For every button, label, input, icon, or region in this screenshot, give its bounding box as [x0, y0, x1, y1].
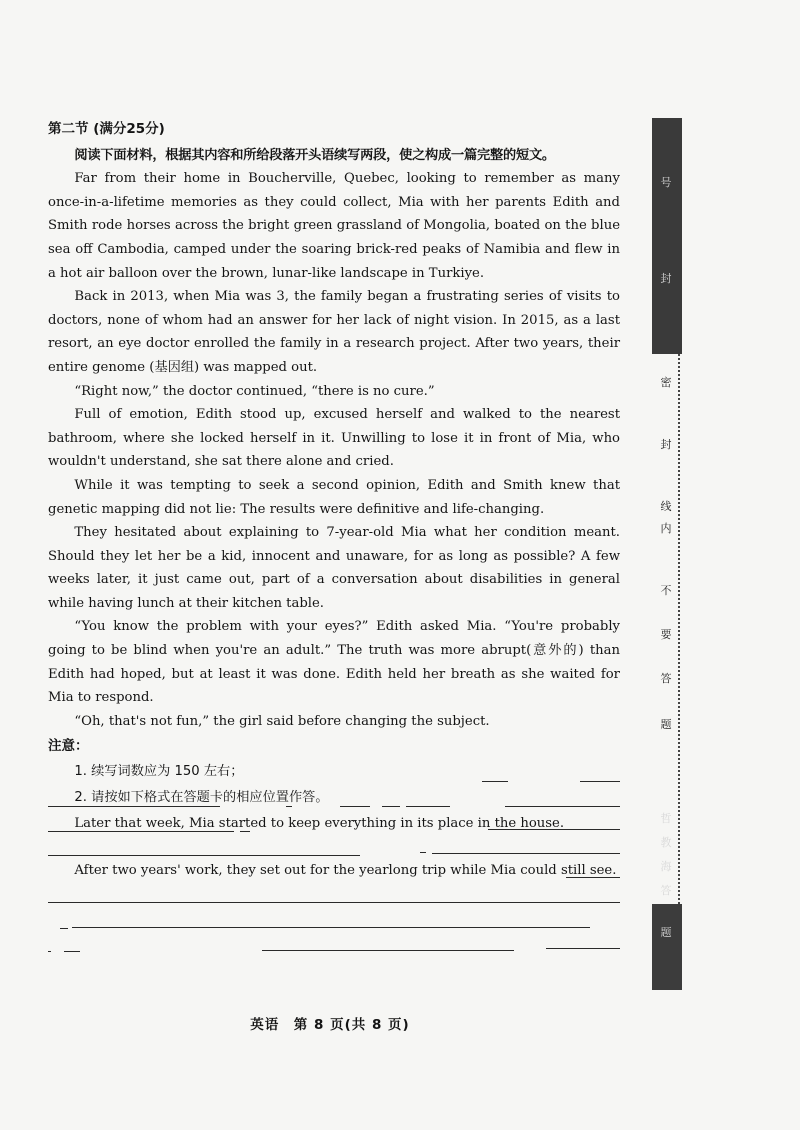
answer-line: [48, 902, 620, 903]
strip-seal-char: 要: [660, 628, 672, 641]
strip-seal-char: 内: [660, 522, 672, 535]
story-paragraph-2: Back in 2013, when Mia was 3, the family began a frustrating series of visits to doctors, none of whom had an answer for her lack of night vision. In 2015, as a last resort, an eye doctor enrolled the family in a research project. After two years, their entire genome (基因组) was mapped out.: [48, 289, 620, 375]
strip-seal-char: 不: [660, 584, 672, 597]
strip-top-char: 号: [660, 176, 672, 189]
note-item-2: 2. 请按如下格式在答题卡的相应位置作答。: [74, 790, 329, 806]
prompt-1-text: Later that week, Mia started to keep everything in its place in the house.: [74, 816, 565, 832]
note-item-1: 1. 续写词数应为 150 左右；: [74, 764, 244, 780]
story-paragraph-4: Full of emotion, Edith stood up, excused herself and walked to the nearest bathroom, where she locked herself in it. Unwilling to lose it in front of Mia, who wouldn't understand, she sat there alone and cried.: [48, 407, 620, 470]
strip-top-char: 封: [660, 272, 672, 285]
answer-line: [482, 781, 508, 782]
strip-bottom-char: 答: [660, 884, 672, 897]
answer-line: [382, 806, 400, 807]
strip-dark-top: [652, 118, 682, 354]
exam-content: [48, 118, 620, 837]
prompt-2-text: After two years' work, they set out for the yearlong trip while Mia could still see.: [74, 863, 617, 878]
strip-bottom-char: 教: [660, 836, 672, 849]
answer-line: [488, 829, 620, 830]
page-footer: 英语 第 8 页(共 8 页): [250, 1017, 410, 1033]
answer-line: [420, 852, 426, 853]
answer-line: [432, 853, 620, 854]
answer-line: [546, 948, 620, 949]
strip-seal-char: 答: [660, 672, 672, 685]
story-paragraph-3: “Right now,” the doctor continued, “there is no cure.”: [74, 383, 435, 399]
binding-strip: [652, 118, 682, 990]
section-title: 第二节 (满分25分): [48, 121, 165, 137]
story-paragraph-5: While it was tempting to seek a second opinion, Edith and Smith knew that genetic mapping did not lie: The results were definitive and life-changing.: [48, 477, 620, 517]
answer-line: [505, 806, 620, 807]
notes-title: 注意：: [48, 738, 89, 755]
story-paragraph-8: “Oh, that's not fun,” the girl said before changing the subject.: [74, 713, 490, 729]
strip-bottom-char: 海: [660, 860, 672, 873]
answer-line: [48, 855, 360, 856]
answer-line: [60, 928, 68, 929]
continuation-prompt-1: [48, 811, 620, 837]
answer-line: [48, 806, 220, 807]
answer-line: [48, 831, 234, 832]
strip-seal-char: 题: [660, 718, 672, 731]
answer-line: [566, 877, 620, 878]
section-instruction: 阅读下面材料，根据其内容和所给段落开头语续写两段，使之构成一篇完整的短文。: [74, 147, 555, 163]
answer-line: [262, 950, 514, 951]
answer-line: [72, 927, 590, 928]
answer-line: [340, 806, 370, 807]
story-paragraph-7: “You know the problem with your eyes?” Edith asked Mia. “You're probably going to be blind when you're an adult.” The truth was more abrupt(意外的) than Edith had hoped, but at least it was done. Edith held her breath as she waited for Mia to respond.: [48, 619, 620, 706]
seal-line-dots: [678, 354, 680, 904]
answer-line: [580, 781, 620, 782]
story-paragraph-6: They hesitated about explaining to 7-year-old Mia what her condition meant. Should they let her be a kid, innocent and unaware, for as long as possible? A few weeks later, it just came out, part of a conversation about disabilities in general while having lunch at their kitchen table.: [48, 525, 620, 611]
strip-dark-bottom: [652, 904, 682, 990]
strip-seal-char: 密: [660, 376, 672, 389]
strip-seal-char: 封: [660, 438, 672, 451]
strip-bottom-char: 题: [660, 926, 672, 939]
answer-line: [48, 951, 51, 952]
answer-line: [240, 831, 250, 832]
strip-bottom-char: 哲: [660, 812, 672, 825]
answer-line: [406, 806, 450, 807]
continuation-prompt-2: [48, 858, 620, 884]
strip-seal-char: 线: [660, 500, 672, 513]
story-paragraph-1: Far from their home in Boucherville, Quebec, looking to remember as many once-in-a-lifetime memories as they could collect, Mia with her parents Edith and Smith rode horses across the bright green grassland of Mongolia, boated on the blue sea off Cambodia, camped under the soaring brick-red peaks of Namibia and flew in a hot air balloon over the brown, lunar-like landscape in Turkiye.: [48, 171, 620, 281]
answer-line: [286, 806, 292, 807]
answer-line: [64, 951, 80, 952]
